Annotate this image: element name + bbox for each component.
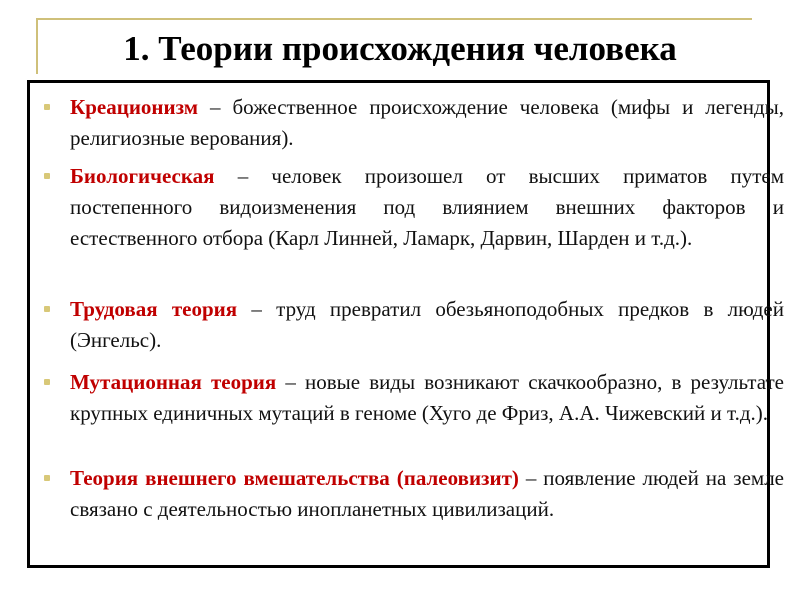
- item-text: – появление людей на земле связано с деятельностью инопланетных цивилизаций.: [70, 466, 784, 521]
- list-item-mutation-theory: [70, 367, 784, 429]
- title-top-rule: [36, 18, 752, 20]
- item-text: – новые виды возникают скачкообразно, в результате крупных единичных мутаций в геноме (Хуго де Фриз, А.А. Чижевский и т.д.).: [70, 370, 784, 425]
- bullet-icon: [44, 104, 50, 110]
- item-text: – труд превратил обезьяноподобных предков в людей (Энгельс).: [70, 297, 784, 352]
- item-term: Биологическая: [70, 164, 215, 188]
- item-term: Креационизм: [70, 95, 199, 119]
- list-item-labor-theory: [70, 294, 784, 356]
- bullet-icon: [44, 173, 50, 179]
- list-item-biological: [70, 161, 784, 254]
- slide-title: 1. Теории происхождения человека: [123, 29, 677, 68]
- item-term: Трудовая теория: [70, 297, 238, 321]
- item-text: – божественное происхождение человека (мифы и легенды, религиозные верования).: [70, 95, 784, 150]
- item-term: Теория внешнего вмешательства (палеовизит): [70, 466, 519, 490]
- bullet-icon: [44, 379, 50, 385]
- content-box: [27, 80, 784, 568]
- item-text: – человек произошел от высших приматов путем постепенного видоизменения под влиянием внешних факторов и естественного отбора (Карл Линней, Ламарк, Дарвин, Шарден и т.д.).: [70, 164, 784, 250]
- bullet-icon: [44, 306, 50, 312]
- item-term: Мутационная теория: [70, 370, 277, 394]
- list-item-creationism: [70, 92, 784, 154]
- list-item-external-intervention: [70, 463, 784, 525]
- bullet-icon: [44, 475, 50, 481]
